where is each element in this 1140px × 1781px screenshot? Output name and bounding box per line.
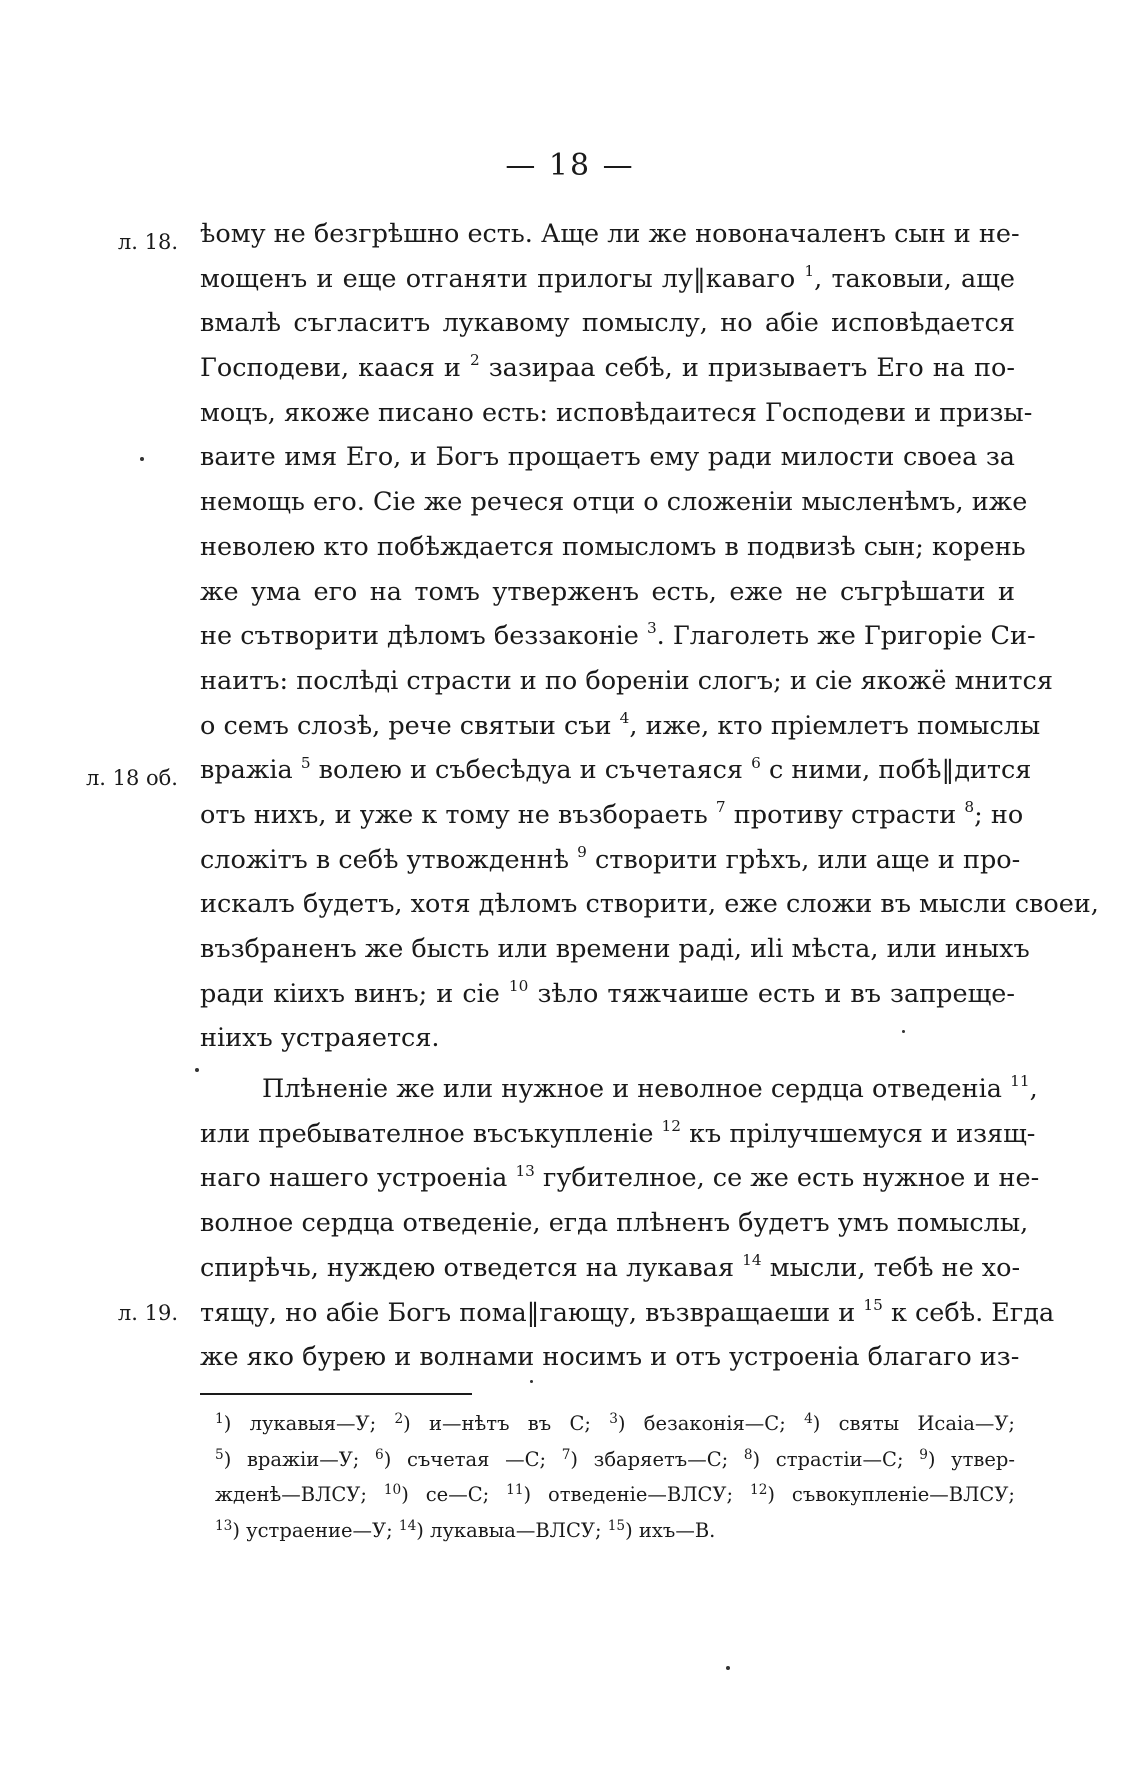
text-segment: не сътворити дѣломъ беззаконіе	[200, 621, 647, 652]
footnote-text: ) збаряетъ—С;	[570, 1447, 744, 1471]
text-segment: тящу, но абіе Богъ пома‖гающу, възвращаеши и	[200, 1297, 864, 1328]
footnote-line	[215, 1477, 1015, 1513]
text-segment: о семъ слозѣ, рече святыи съи	[200, 710, 620, 741]
body-text	[200, 212, 1099, 1380]
text-segment: къ прілучшемуся и изящ-	[680, 1118, 1036, 1149]
text-segment: възбраненъ же бысть или времени раді, иlі мѣста, или иныхъ	[200, 934, 1030, 964]
footnote-text: ) съчетая —С;	[383, 1447, 562, 1471]
text-segment: , таковыи, аще	[814, 263, 1016, 294]
text-line	[200, 659, 1053, 704]
text-line	[200, 1291, 1055, 1336]
text-segment: ; но	[974, 799, 1024, 830]
footnote-number: 8	[743, 1446, 753, 1463]
footnote-number: 13	[215, 1517, 233, 1534]
text-line	[200, 793, 1024, 838]
footnote-line	[215, 1406, 1015, 1442]
footnote-marker: 8	[964, 798, 975, 817]
footnote-marker: 3	[646, 619, 657, 638]
text-segment: ,	[1029, 1074, 1038, 1105]
text-segment: зазираа себѣ, и призываетъ Его на по-	[479, 353, 1016, 384]
text-segment: противу страсти	[725, 799, 965, 830]
text-segment: сложітъ в себѣ утвожденнѣ	[200, 844, 578, 875]
text-line	[200, 257, 1015, 302]
text-line	[200, 882, 1099, 927]
print-speck	[726, 1666, 730, 1670]
text-line	[200, 346, 1015, 391]
text-line	[200, 748, 1032, 793]
footnote-marker: 14	[742, 1251, 762, 1270]
text-segment: с ними, побѣ‖дится	[760, 755, 1032, 786]
footnote-marker: 11	[1010, 1072, 1030, 1091]
text-line	[200, 435, 1015, 480]
text-segment: искалъ будетъ, хотя дѣломъ створити, еже сложи въ мысли своеи,	[200, 889, 1099, 920]
text-line	[200, 1112, 1036, 1157]
footnote-text: ) святы Исаіа—У;	[812, 1412, 1015, 1435]
text-line	[200, 570, 1015, 615]
text-segment: ніихъ устраяется.	[200, 1023, 440, 1054]
footnote-marker: 4	[619, 708, 630, 727]
text-segment: к себѣ. Егда	[882, 1297, 1055, 1328]
footnote-number: 5	[215, 1446, 224, 1463]
text-line	[200, 927, 1030, 972]
text-segment: , иже, кто пріемлетъ помыслы	[629, 710, 1041, 741]
text-line	[200, 212, 1020, 257]
text-line	[200, 301, 1015, 346]
print-speck	[902, 1030, 905, 1033]
footnote-separator	[200, 1393, 472, 1395]
text-line	[200, 525, 1026, 570]
footnote-number: 3	[609, 1411, 618, 1428]
text-line	[200, 391, 1033, 436]
footnote-number: 15	[607, 1517, 626, 1534]
footnote-marker: 15	[863, 1295, 883, 1314]
footnote-line	[215, 1513, 1015, 1549]
text-segment: моцъ, якоже писано есть: исповѣдаитеся Господеви и призы-	[200, 397, 1033, 428]
text-segment: вмалѣ съгласитъ лукавому помыслу, но абіе исповѣдается	[200, 308, 1015, 339]
text-line	[200, 1335, 1020, 1380]
text-segment: Плѣненіе же или нужное и неволное сердца отведеніа	[262, 1074, 1011, 1105]
footnote-marker: 12	[661, 1117, 681, 1136]
footnote-text: ) безаконія—С;	[617, 1412, 805, 1435]
footnote-number: 4	[804, 1411, 813, 1428]
text-line	[200, 972, 1015, 1017]
text-segment: мысли, тебѣ не хо-	[761, 1252, 1021, 1283]
footnote-number: 12	[750, 1482, 768, 1499]
footnote-marker: 1	[804, 261, 815, 280]
text-segment: же яко бурею и волнами носимъ и отъ устроеніа благаго из-	[200, 1342, 1020, 1373]
margin-note-leaf-19: л. 19.	[117, 1301, 178, 1325]
text-segment: вражіа	[200, 755, 301, 786]
footnote-marker: 6	[751, 753, 761, 772]
margin-note-leaf-18: л. 18.	[117, 230, 178, 254]
footnote-marker: 7	[715, 798, 726, 817]
text-segment: ѣому не безгрѣшно есть. Аще ли же новоначаленъ сын и не-	[200, 219, 1020, 249]
text-segment: мощенъ и еще отганяти прилогы лу‖каваго	[200, 263, 805, 294]
footnote-number: 11	[506, 1482, 524, 1499]
footnote-text: ) се—С;	[401, 1483, 507, 1506]
text-segment: спирѣчь, нуждею отведется на лукавая	[200, 1252, 743, 1283]
text-segment: отъ нихъ, и уже к тому не възбораеть	[200, 799, 716, 830]
text-segment: ваите имя Его, и Богъ прощаетъ ему ради милости своеа за	[200, 442, 1015, 473]
page-number: — 18 —	[505, 148, 635, 183]
text-line	[200, 704, 1041, 749]
footnotes	[215, 1406, 1015, 1548]
footnote-text: ) вражіи—У;	[223, 1447, 376, 1471]
print-speck	[195, 1068, 199, 1072]
text-segment: или пребывателное въсъкупленіе	[200, 1118, 662, 1149]
text-segment: створити грѣхъ, или аще и про-	[586, 844, 1021, 875]
footnote-marker: 10	[508, 976, 529, 995]
footnote-text: ) съвокупленіе—ВЛСУ;	[767, 1483, 1015, 1506]
footnote-text: ) утвер-	[927, 1447, 1015, 1471]
footnote-number: 10	[383, 1482, 402, 1499]
footnote-line	[215, 1442, 1015, 1478]
footnote-number: 2	[394, 1411, 404, 1428]
footnote-text: ) отведеніе—ВЛСУ;	[523, 1483, 751, 1506]
footnote-number: 7	[561, 1446, 571, 1463]
footnote-marker: 5	[300, 753, 311, 772]
text-segment: неволею кто побѣждается помысломъ в подвизѣ сын; корень	[200, 531, 1026, 562]
text-segment: зѣло тяжчаише есть и въ запреще-	[528, 978, 1015, 1009]
footnote-text: ) страстіи—С;	[752, 1447, 920, 1471]
text-segment: наго нашего устроеніа	[200, 1163, 516, 1194]
footnote-text: ) лукавыа—ВЛСУ;	[416, 1518, 608, 1542]
print-speck	[530, 1380, 533, 1383]
text-line	[200, 1156, 1040, 1201]
text-segment: . Глаголеть же Григоріе Си-	[656, 621, 1036, 652]
footnote-number: 9	[919, 1446, 928, 1463]
text-segment: же ума его на томъ утверженъ есть, еже не съгрѣшати и	[200, 576, 1015, 607]
text-line	[200, 838, 1021, 883]
footnote-text: жденѣ—ВЛСУ;	[215, 1483, 384, 1506]
footnote-text: ) ихъ—В.	[625, 1518, 716, 1542]
text-segment: немощь его. Сіе же речеся отци о сложеніи мысленѣмъ, иже	[200, 487, 1028, 518]
text-line	[200, 1067, 1038, 1112]
text-segment: волное сердца отведеніе, егда плѣненъ будетъ умъ помыслы,	[200, 1208, 1029, 1239]
footnote-text: ) устраение—У;	[232, 1518, 399, 1542]
text-line	[200, 614, 1036, 659]
text-line	[200, 1016, 1015, 1061]
footnote-marker: 9	[577, 842, 587, 861]
footnote-text: ) лукавыя—У;	[223, 1412, 395, 1435]
text-line	[200, 1246, 1021, 1291]
text-segment: Господеви, каася и	[200, 353, 470, 384]
text-segment: ради кіихъ винъ; и сіе	[200, 978, 509, 1009]
footnote-number: 14	[398, 1517, 417, 1534]
text-segment: губителное, се же есть нужное и не-	[534, 1163, 1040, 1194]
footnote-number: 6	[375, 1446, 384, 1463]
footnote-number: 1	[215, 1411, 224, 1428]
print-speck	[140, 457, 144, 461]
text-segment: волею и събесѣдуа и съчетаяся	[310, 755, 752, 786]
text-line	[200, 1201, 1029, 1246]
text-line	[200, 480, 1028, 525]
text-segment: наитъ: послѣді страсти и по бореніи слогъ; и сіе якожё мнится	[200, 665, 1053, 696]
margin-note-leaf-18-verso: л. 18 об.	[85, 766, 178, 790]
footnote-marker: 13	[515, 1161, 535, 1180]
footnote-marker: 2	[469, 351, 480, 370]
footnote-text: ) и—нѣтъ въ С;	[403, 1412, 610, 1435]
